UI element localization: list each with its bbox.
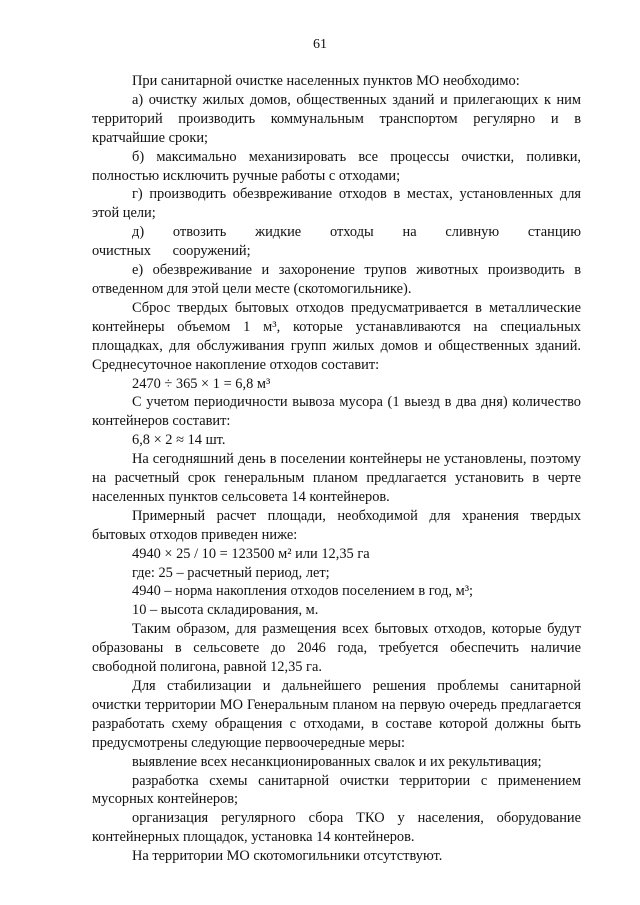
measure-item: выявление всех несанкционированных свалок и их рекультивация; — [132, 753, 542, 770]
measure-item: организация регулярного сбора ТКО у населения, оборудование контейнерных площадок, установка 14 контейнеров. — [92, 810, 581, 846]
list-item-g: г) производить обезвреживание отходов в местах, установленных для этой цели; — [92, 186, 581, 222]
list-item-d: д) отвозить жидкие отходы на сливную станцию очистных сооружений; — [92, 224, 581, 260]
legend-norm: 4940 – норма накопления отходов поселением в год, м³; — [132, 583, 474, 600]
measure-item: разработка схемы санитарной очистки территории с применением мусорных контейнеров; — [92, 772, 581, 808]
list-item-a: а) очистку жилых домов, общественных зданий и прилегающих к ним территорий производить коммунальным транспортом регулярно и в кратчайшие сроки; — [92, 91, 581, 146]
formula-container-count: 6,8 × 2 ≈ 14 шт. — [132, 432, 226, 449]
formula-area: 4940 × 25 / 10 = 123500 м² или 12,35 га — [132, 545, 370, 562]
document-body — [92, 72, 581, 866]
page-number: 61 — [313, 37, 327, 52]
frequency-paragraph: С учетом периодичности вывоза мусора (1 выезд в два дня) количество контейнеров составит: — [92, 394, 581, 430]
final-paragraph: На территории МО скотомогильники отсутствуют. — [132, 848, 443, 865]
area-calc-paragraph: Примерный расчет площади, необходимой для хранения твердых бытовых отходов приведен ниже: — [92, 507, 581, 543]
list-item-b: б) максимально механизировать все процессы очистки, поливки, полностью исключить ручные работы с отходами; — [92, 148, 581, 184]
conclusion-paragraph: Таким образом, для размещения всех бытовых отходов, которые будут образованы в сельсовете до 2046 года, требуется обеспечить наличие свободной полигона, равной 12,35 га. — [92, 621, 581, 676]
legend-period: где: 25 – расчетный период, лет; — [132, 564, 330, 581]
stabilization-paragraph: Для стабилизации и дальнейшего решения проблемы санитарной очистки территории МО Генеральным планом на первую очередь предлагается разработать схему обращения с отходами, в составе которой должны быть предусмотрены следующие первоочередные меры: — [92, 678, 581, 751]
list-item-e: е) обезвреживание и захоронение трупов животных производить в отведенном для этой цели месте (скотомогильнике). — [92, 262, 581, 297]
intro-paragraph: При санитарной очистке населенных пунктов МО необходимо: — [132, 73, 520, 89]
containers-paragraph: Сброс твердых бытовых отходов предусматривается в металлические контейнеры объемом 1 м³, которые устанавливаются на специальных площадках, для обслуживания групп жилых домов и общественных зданий. Среднесуточное накопление отходов составит: — [92, 299, 581, 373]
legend-height: 10 – высота складирования, м. — [132, 602, 319, 619]
current-state-paragraph: На сегодняшний день в поселении контейнеры не установлены, поэтому на расчетный срок генеральным планом предлагается установить в черте населенных пунктов сельсовета 14 контейнеров. — [92, 451, 581, 505]
formula-daily-accumulation: 2470 ÷ 365 × 1 = 6,8 м³ — [132, 375, 271, 392]
